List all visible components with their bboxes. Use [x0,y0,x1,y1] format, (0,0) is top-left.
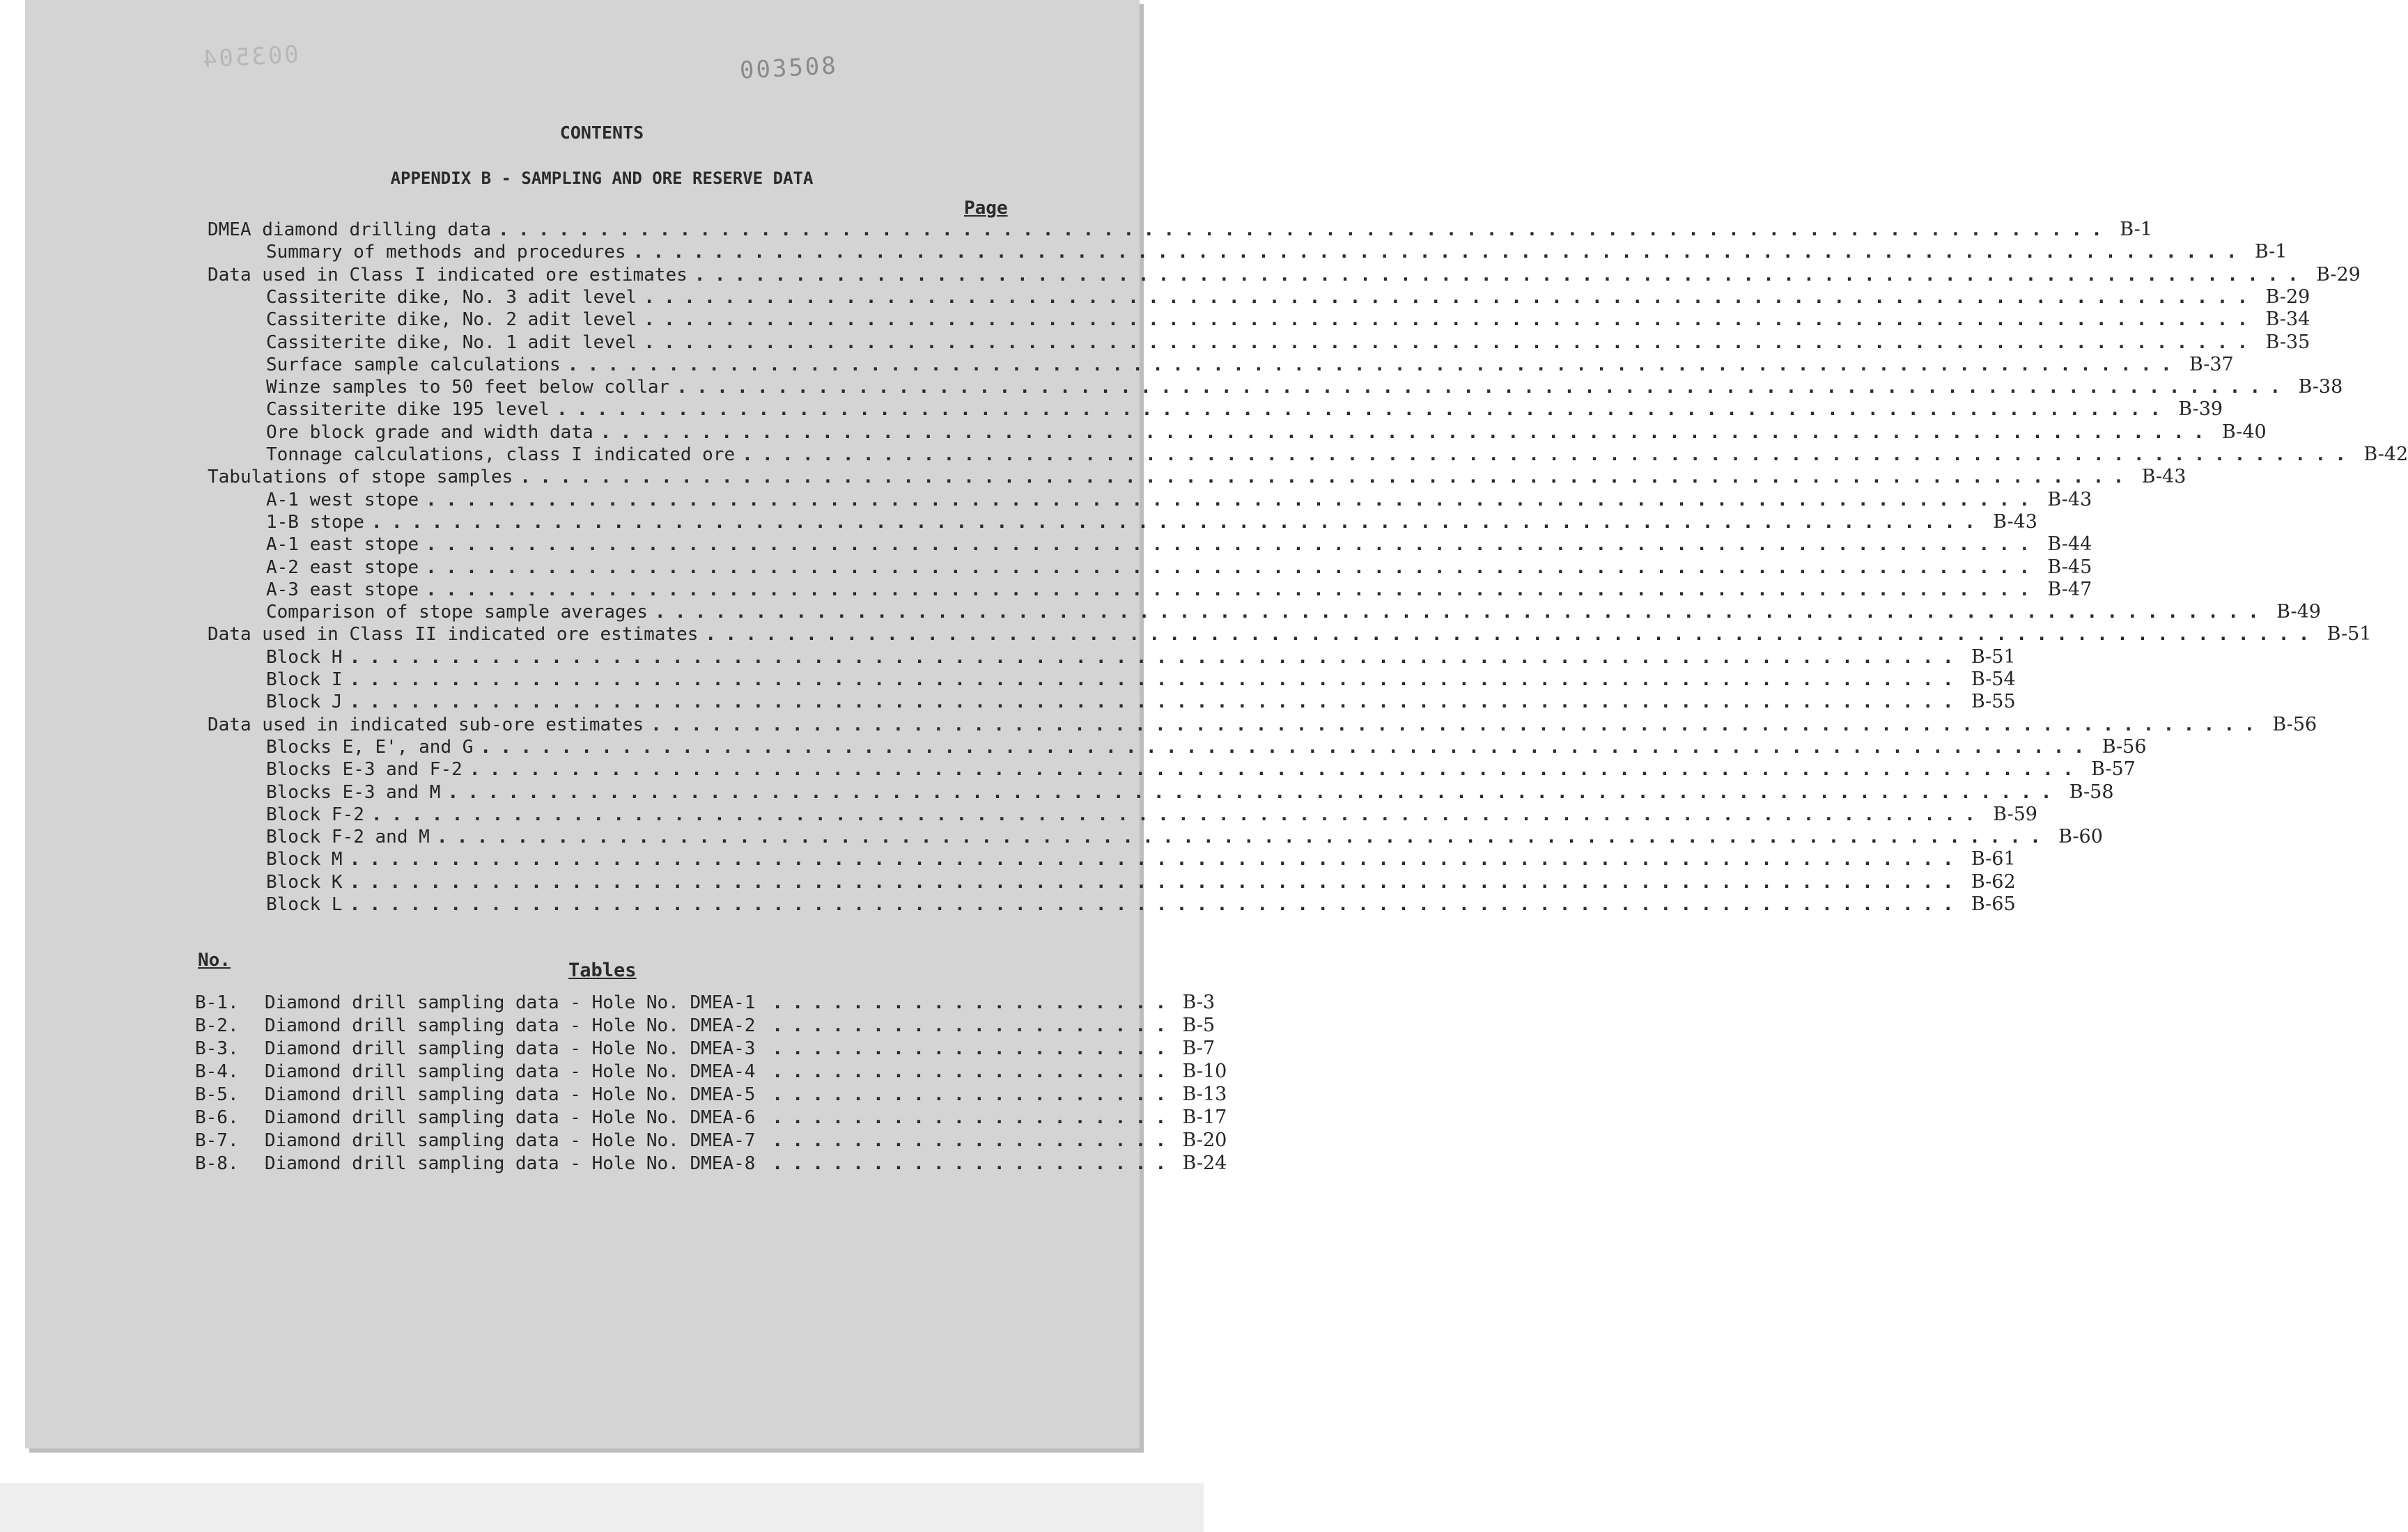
dot-leader: ................................................................................ [426,489,2040,510]
toc-entry-title: Tabulations of stope samples [208,467,513,488]
scanner-bed-strip [0,1483,1204,1532]
toc-entry [266,510,2037,533]
dot-leader: ................................................................................ [632,242,2246,263]
toc-entry-page: B-44 [2047,533,2092,556]
toc-entry-page: B-43 [2047,488,2092,510]
toc-entry [266,601,2321,623]
toc-entry [266,353,2234,376]
table-list-entry [195,1107,1227,1129]
dot-leader: ................................................................................ [567,354,2181,375]
tables-title: Tables [568,960,637,981]
dot-leader: ................................................................................ [349,871,1963,893]
table-title: Diamond drill sampling data - Hole No. DMEA-1 [265,992,756,1013]
table-list-entry [195,1061,1227,1083]
dot-leader: ................................................................................ [694,264,2308,286]
toc-entry [266,870,2016,893]
toc-entry-page: B-34 [2265,308,2310,331]
toc-entry-title: Block H [266,646,343,668]
dot-leader: ................................................................................ [349,849,1963,870]
toc-entry-title: Cassiterite dike, No. 1 adit level [266,331,637,353]
toc-entry [266,444,2408,466]
dot-leader: ................................................................................ [447,781,2061,803]
table-list-entry [195,1015,1215,1037]
toc-entry-page: B-58 [2069,781,2114,803]
toc-entry [208,623,2372,646]
toc-entry-title: Winze samples to 50 feet below collar [266,377,670,398]
table-list-entry [195,992,1215,1014]
table-list-entry [195,1084,1227,1106]
dot-leader: .................... [772,1107,1176,1128]
table-number: B-8. [195,1153,239,1174]
toc-entry-page: B-59 [1993,803,2037,825]
toc-entry-page: B-56 [2102,735,2147,758]
dot-leader: ................................................................................ [480,736,2094,758]
toc-entry-title: Block F-2 and M [266,827,430,848]
toc-entry [266,735,2147,758]
table-page: B-7 [1182,1038,1215,1059]
toc-entry [208,263,2361,286]
toc-entry [266,308,2310,331]
table-number: B-7. [195,1130,239,1151]
table-number: B-5. [195,1084,239,1105]
toc-entry [266,376,2343,398]
toc-entry-title: Blocks E-3 and M [266,781,441,803]
table-page: B-10 [1182,1061,1227,1082]
table-number: B-1. [195,992,239,1013]
toc-entry [266,691,2016,713]
toc-entry [266,781,2114,804]
toc-entry [266,848,2016,870]
dot-leader: ................................................................................ [651,714,2265,735]
toc-entry-page: B-29 [2316,263,2361,286]
dot-leader: ................................................................................ [644,309,2258,331]
table-title: Diamond drill sampling data - Hole No. DMEA-7 [265,1130,756,1151]
toc-entry [266,556,2092,579]
toc-entry-title: 1-B stope [266,511,364,533]
table-list-entry [195,1130,1227,1152]
toc-entry-page: B-65 [1971,893,2016,915]
table-list-entry [195,1152,1227,1175]
dot-leader: ................................................................................ [349,646,1963,668]
table-title: Diamond drill sampling data - Hole No. DMEA-5 [265,1084,756,1105]
toc-entry-title: A-3 east stope [266,579,419,600]
dot-leader: ................................................................................ [654,602,2269,623]
toc-entry-title: Cassiterite dike, No. 3 adit level [266,286,637,308]
toc-entry-title: Ore block grade and width data [266,421,593,443]
table-title: Diamond drill sampling data - Hole No. DMEA-6 [265,1107,756,1128]
toc-entry [266,488,2092,511]
toc-entry-page: B-57 [2091,758,2136,781]
table-title: Diamond drill sampling data - Hole No. DMEA-4 [265,1061,756,1082]
dot-leader: ................................................................................ [349,669,1963,690]
dot-leader: ................................................................................ [600,421,2214,443]
toc-entry-page: B-43 [1993,510,2037,533]
toc-entry [266,758,2136,781]
toc-entry [266,533,2092,556]
dot-leader: .................... [772,992,1176,1013]
table-number: B-4. [195,1061,239,1082]
dot-leader: ................................................................................ [349,691,1963,713]
toc-entry-page: B-39 [2178,398,2223,421]
toc-entry [266,646,2016,669]
dot-leader: ................................................................................ [676,377,2290,398]
toc-entry [266,669,2016,691]
toc-entry-page: B-56 [2272,713,2317,735]
toc-entry [266,331,2310,354]
toc-entry-page: B-38 [2298,376,2343,398]
table-page: B-3 [1182,992,1215,1013]
table-page: B-5 [1182,1015,1215,1036]
dot-leader: ................................................................................ [742,444,2356,465]
dot-leader: ................................................................................ [557,399,2170,421]
table-list-entry [195,1038,1215,1060]
toc-entry [266,286,2310,308]
toc-entry [208,466,2186,488]
appendix-title: APPENDIX B - SAMPLING AND ORE RESERVE DATA [390,169,814,188]
dot-leader: ................................................................................ [426,579,2040,600]
dot-leader: ................................................................................ [371,804,1985,825]
toc-entry-page: B-1 [2254,241,2287,263]
toc-entry-title: A-1 west stope [266,489,419,510]
table-number: B-3. [195,1038,239,1059]
toc-entry-page: B-55 [1971,691,2016,713]
toc-entry-title: Data used in Class I indicated ore estimates [208,264,688,286]
dot-leader: .................... [772,1038,1176,1059]
toc-entry-page: B-1 [2120,219,2152,240]
toc-entry-title: Block K [266,871,343,893]
toc-entry-page: B-29 [2265,286,2310,308]
toc-entry-title: DMEA diamond drilling data [208,219,491,240]
toc-entry-page: B-61 [1971,848,2016,870]
dot-leader: .................... [772,1130,1176,1151]
dot-leader: .................... [772,1061,1176,1082]
toc-entry-title: Comparison of stope sample averages [266,602,648,623]
toc-entry-title: A-1 east stope [266,534,419,556]
table-title: Diamond drill sampling data - Hole No. DMEA-2 [265,1015,756,1036]
toc-entry [208,219,2152,241]
toc-entry-page: B-51 [1971,646,2016,668]
table-page: B-13 [1182,1084,1227,1105]
toc-entry-title: Block I [266,669,343,690]
toc-entry-page: B-60 [2058,826,2103,848]
dot-leader: .................... [772,1015,1176,1036]
page-number-stamp: 003508 [739,52,839,85]
toc-entry [266,893,2016,916]
dot-leader: ................................................................................ [436,827,2051,848]
toc-entry-page: B-47 [2047,578,2092,600]
toc-entry-title: Block J [266,691,343,713]
toc-entry-title: Summary of methods and procedures [266,242,626,263]
toc-entry-title: Cassiterite dike 195 level [266,399,550,421]
dot-leader: ................................................................................ [469,759,2083,781]
table-title: Diamond drill sampling data - Hole No. DMEA-3 [265,1038,756,1059]
toc-entry-title: Surface sample calculations [266,354,561,375]
tables-number-header: No. [198,950,231,971]
toc-entry-page: B-62 [1971,870,2016,893]
toc-entry [266,241,2287,263]
table-number: B-2. [195,1015,239,1036]
toc-entry-title: Tonnage calculations, class I indicated ore [266,444,736,465]
toc-entry [266,803,2037,826]
toc-entry-title: Blocks E, E', and G [266,736,474,758]
toc-entry-title: Block M [266,849,343,870]
toc-entry-page: B-45 [2047,556,2092,578]
dot-leader: ................................................................................ [520,467,2134,488]
toc-entry-title: Block L [266,894,343,915]
toc-entry [266,826,2103,848]
table-page: B-17 [1182,1107,1227,1128]
dot-leader: ................................................................................ [498,219,2112,240]
dot-leader: ................................................................................ [371,511,1985,533]
table-page: B-24 [1182,1152,1227,1174]
toc-entry-title: Blocks E-3 and F-2 [266,759,463,781]
toc-entry-title: A-2 east stope [266,556,419,578]
toc-entry [266,398,2223,421]
dot-leader: ................................................................................ [705,624,2319,646]
toc-entry-title: Data used in Class II indicated ore estimates [208,624,699,646]
toc-entry-page: B-54 [1971,669,2016,690]
reversed-page-stamp: 003504 [200,40,300,74]
dot-leader: ................................................................................ [644,331,2258,353]
toc-entry [266,421,2267,444]
toc-entry-page: B-35 [2265,331,2310,353]
table-page: B-20 [1182,1130,1227,1151]
contents-title: CONTENTS [559,123,644,143]
toc-entry-page: B-40 [2221,421,2267,443]
dot-leader: ................................................................................ [349,894,1963,915]
table-title: Diamond drill sampling data - Hole No. DMEA-8 [265,1153,756,1174]
toc-entry [266,578,2092,601]
toc-entry-page: B-51 [2327,623,2372,646]
toc-entry [208,713,2317,736]
dot-leader: ................................................................................ [426,534,2040,556]
toc-entry-page: B-37 [2189,353,2234,375]
toc-entry-title: Block F-2 [266,804,364,825]
table-number: B-6. [195,1107,239,1128]
page-column-header: Page [964,198,1008,219]
toc-entry-page: B-42 [2363,444,2408,465]
dot-leader: .................... [772,1153,1176,1174]
dot-leader: ................................................................................ [426,556,2040,578]
dot-leader: .................... [772,1084,1176,1105]
dot-leader: ................................................................................ [644,286,2258,308]
toc-entry-title: Cassiterite dike, No. 2 adit level [266,309,637,331]
toc-entry-page: B-49 [2276,601,2321,623]
toc-entry-page: B-43 [2141,466,2186,488]
toc-entry-title: Data used in indicated sub-ore estimates [208,714,644,735]
